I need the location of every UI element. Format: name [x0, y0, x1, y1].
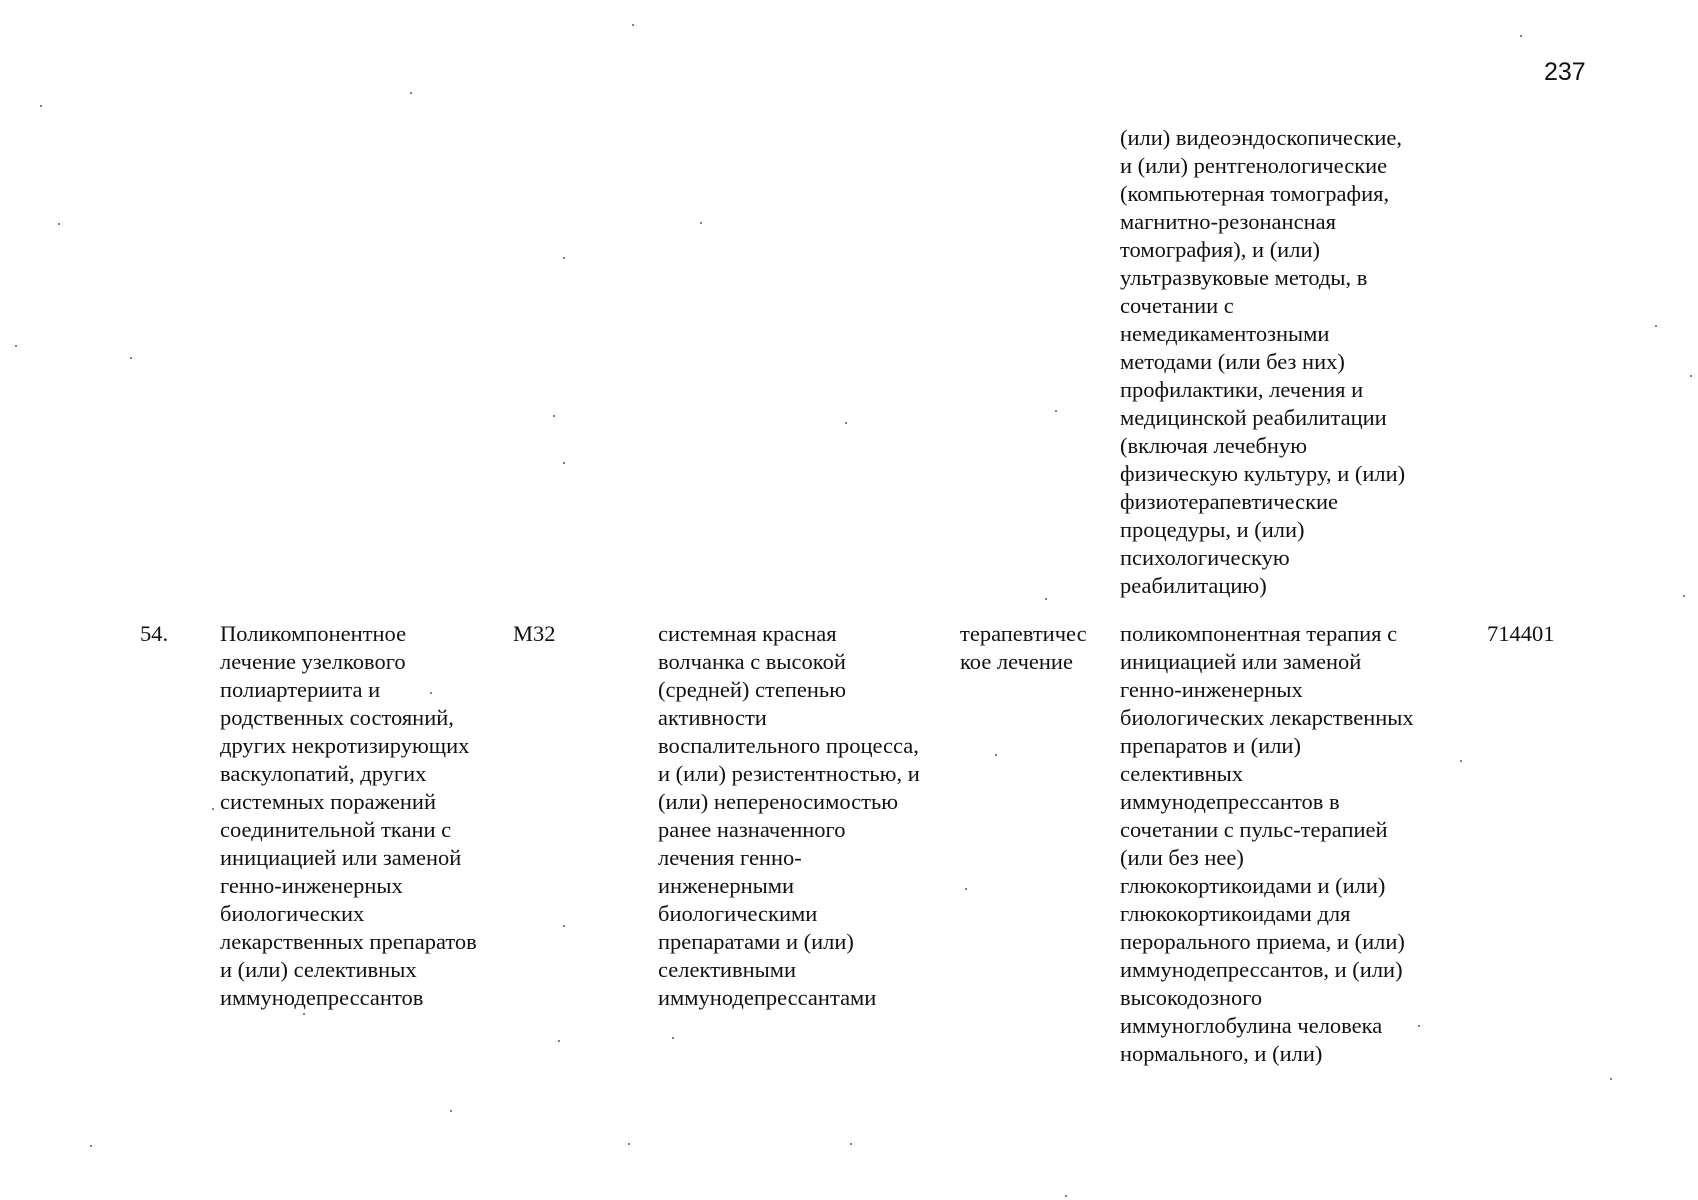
scan-speck	[212, 808, 214, 810]
scan-speck	[1460, 760, 1462, 762]
scan-speck	[1610, 1078, 1612, 1080]
scan-speck	[1690, 375, 1692, 377]
scan-speck	[40, 105, 42, 107]
scan-speck	[558, 1040, 560, 1042]
scan-speck	[1520, 35, 1522, 37]
scan-speck	[1045, 598, 1047, 600]
scan-speck	[563, 925, 565, 927]
scan-speck	[850, 1143, 852, 1145]
scan-speck	[563, 257, 565, 259]
scan-speck	[430, 692, 432, 694]
scan-speck	[563, 462, 565, 464]
continued-treatment-method: (или) видеоэндоскопические, и (или) рентгенологические (компьютерная томография, магнитно-резонансная томография), и (или) ультразвуковые методы, в сочетании с немедикаментозными методами (или без них) профилактики, лечения и медицинской реабилитации (включая лечебную физическую культуру, и (или) физиотерапевтические процедуры, и (или) психологическую реабилитацию)	[1120, 125, 1406, 598]
patient-model: системная красная волчанка с высокой (средней) степенью активности воспалительного процесса, и (или) резистентностью, и (или) непереносимостью ранее назначенного лечения генно- инженерными биологическими препаратами и (или) селективными иммунодепрессантами	[658, 621, 920, 1010]
scan-speck	[58, 223, 60, 225]
scan-speck	[410, 92, 412, 94]
scan-speck	[1065, 1195, 1067, 1197]
scan-speck	[1418, 1025, 1420, 1027]
treatment-method: поликомпонентная терапия с инициацией или заменой генно-инженерных биологических лекарственных препаратов и (или) селективных иммунодепрессантов в сочетании с пульс-терапией (или без нее) глюкокортикоидами и (или) глюкокортикоидами для перорального приема, и (или) иммунодепрессантов, и (или) высокодозного иммуноглобулина человека нормального, и (или)	[1120, 621, 1414, 1066]
scan-speck	[845, 422, 847, 424]
scan-speck	[995, 754, 997, 756]
scan-speck	[553, 415, 555, 417]
page-number: 237	[1544, 58, 1586, 86]
scan-speck	[672, 1037, 674, 1039]
scan-speck	[450, 1110, 452, 1112]
scan-speck	[965, 888, 967, 890]
treatment-type: терапевтичес кое лечение	[960, 621, 1087, 674]
scan-speck	[1683, 595, 1685, 597]
scan-speck	[628, 1143, 630, 1145]
scan-speck	[15, 345, 17, 347]
scan-speck	[700, 222, 702, 224]
row-number: 54.	[140, 621, 169, 646]
scan-speck	[1655, 325, 1657, 327]
scan-speck	[632, 24, 634, 26]
scan-speck	[90, 1145, 92, 1147]
scan-speck	[303, 1013, 305, 1015]
cost-norm: 714401	[1487, 621, 1555, 646]
icd-code: М32	[513, 621, 556, 646]
scan-speck	[130, 357, 132, 359]
care-type-name: Поликомпонентное лечение узелкового полиартериита и родственных состояний, других некротизирующих васкулопатий, других системных поражений соединительной ткани с инициацией или заменой генно-инженерных биологических лекарственных препаратов и (или) селективных иммунодепрессантов	[220, 621, 477, 1010]
scan-speck	[1055, 410, 1057, 412]
